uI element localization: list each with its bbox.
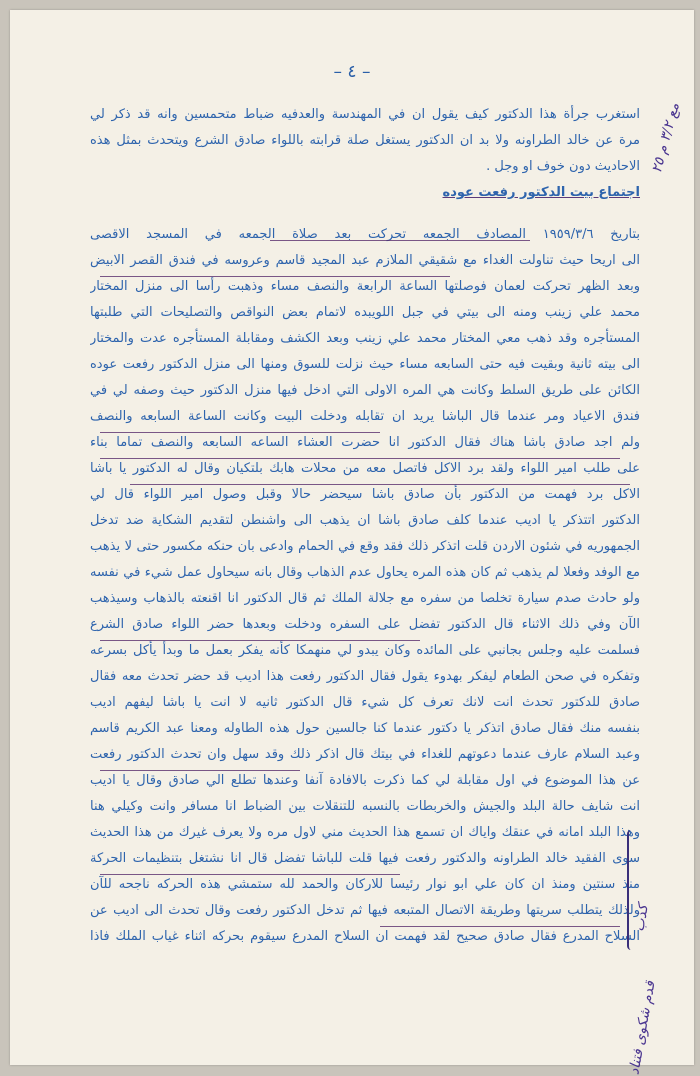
pen-underline [100, 458, 620, 459]
text-line: صادق للدكتور تحدث انت لانك تعرف كل شيء قال الدكتور ثانيه لا انت يا باشا ليفهم اديب [90, 695, 640, 710]
text-line: ولم اجد صادق باشا هناك فقال الدكتور انا حضرت العشاء الساعه السابعه والنصف تماما بناء [90, 435, 640, 450]
pen-underline [100, 432, 380, 433]
pen-underline [100, 276, 450, 277]
pen-underline [100, 874, 400, 875]
text-line: المستأجره وقد ذهب معي المختار محمد علي زينب وبعد الكشف ومقابلة المستأجره عدت والمختار [90, 331, 640, 346]
margin-note-middle: كذب [631, 903, 652, 933]
text-line: عن هذا الموضوع في اول مقابلة لي كما ذكرت بالافادة آنفا وعندها تطلع الي صادق وقال يا اديب [90, 773, 640, 788]
page-number: – ٤ – [333, 62, 371, 82]
text-line: بنفسه منك فقال صادق اتذكر يا دكتور عندما كنا جالسين حول هذه الطاوله ومعنا عبد الكريم قاسم [90, 721, 640, 736]
text-line: سوى الفقيد خالد الطراونه والدكتور رفعت فيها قلت للباشا تفضل قال انا نشتغل بتنظيمات الحركة [90, 851, 640, 866]
document-body [90, 102, 640, 950]
text-line: مرة عن خالد الطراونه ولا بد ان الدكتور يستغل صلة قرابته باللواء صادق الشرع ويتحدث بمثل هذه [90, 133, 640, 148]
text-line: الآن وفي ذلك الاثناء قال الدكتور تفضل على السفره ودخلت وبعدها حضر اللواء صادق الشرع [90, 617, 640, 632]
text-line: وتفكره في صحن الطعام ليفكر بهدوء يقول فقال الدكتور رفعت هذا اديب قد حضر تحدث معه فقال [90, 669, 640, 684]
text-line: الجمهوريه في شئون الاردن قلت اتذكر ذلك فقد وقع في الحمام وادعى بان حنكه مكسور حتى لا يذهب [90, 539, 640, 554]
text-line: الاحاديث دون خوف او وجل . [486, 159, 640, 174]
text-line: الى بيته ثانية وبقيت فيه حتى السابعه مساء حيث نزلت للسوق ومنها الى منزل الدكتور رفعت عوده [90, 357, 640, 372]
text-line: بتاريخ ١٩٥٩/٣/٦ المصادف الجمعه تحركت بعد صلاة الجمعه في المسجد الاقصى [90, 227, 640, 242]
margin-note-bottom: قدم شكوى فتناد [626, 979, 659, 1076]
text-line: الكائن على طريق السلط وكانت هي المره الاولى التي ادخل فيها منزل الدكتور حيث وصفه لي في [90, 383, 640, 398]
document-page [10, 10, 694, 1076]
text-line: ولو حادث صدم سيارة تخلصا من سفره مع جلالة الملك ثم قال الدكتور انا اقنعته بالذهاب وسيذهب [90, 591, 640, 606]
text-line: السلاح المدرع فقال صادق صحيح لقد فهمت ان السلاح المدرع سيقوم بحركه اثناء غياب الملك فاذا [90, 929, 640, 944]
pen-underline [130, 484, 630, 485]
text-line: فندق الاعياد ومر عندما قال الباشا يريد ان تقابله ودخلت البيت وكانت الساعة السابعه والنصف [90, 409, 640, 424]
text-line: ولذلك يتطلب سريتها وطريقة الاتصال المتبعه فيها ثم تدخل الدكتور رفعت وقال تحدث الى اديب عن [90, 903, 640, 918]
text-line: مع الوفد وفعلا لم يذهب ثم كان هذه المره يحاول عدم الذهاب وقال بانه سيحاول عمل شيء في نفسه [90, 565, 640, 580]
text-line: منذ سنتين ومنذ ان كان علي ابو نوار رئيسا للاركان والحمد لله ستمشي هذه الحركه ناجحه للآن [90, 877, 640, 892]
text-line: على طلب امير اللواء ولقد برد الاكل فاتصل معه من محلات هابك بلتكيان وقال له الدكتور يا باشا [90, 461, 640, 476]
text-line: محمد علي زينب ومنه الى بيتي في جبل اللويبده لاتمام بعض النواقص والتصليحات التي طلبتها [90, 305, 640, 320]
pen-underline [100, 640, 420, 641]
text-line: الدكتور اتتذكر يا اديب عندما كلف صادق باشا ان يذهب الى واشنطن لتقديم الشكاية ضد تدخل [90, 513, 640, 528]
margin-note-top: مع ٣/٢ م ٢٥ [648, 101, 683, 175]
text-line: وعبد السلام عارف عندما دعوتهم للغداء في بيتك قال اذكر ذلك وقد سهل وان تحدث الدكتور رفعت [90, 747, 640, 762]
pen-underline [100, 770, 300, 771]
text-line: وبعد الظهر تحركت لعمان فوصلتها الساعة الرابعة والنصف مساء وذهبت رأسا الى منزل المختار [90, 279, 640, 294]
text-line: استغرب جرأة هذا الدكتور كيف يقول ان في المهندسة والعدفيه ضباط متحمسين وانه قد ذكر لي [90, 107, 640, 122]
text-line: فسلمت عليه وجلس بجانبي على المائده وكان يبدو لي منهمكا كأنه يفكر بعمل ما وبدأ يأكل بسرعه [90, 643, 640, 658]
pen-underline [380, 926, 620, 927]
text-line: الاكل برد فهمت من الدكتور بأن صادق باشا سيحضر حالا وقبل وصول امير اللواء قال لي [90, 487, 640, 502]
paragraph-gap [90, 206, 640, 222]
pen-underline [270, 240, 530, 241]
section-heading: اجتماع بيت الدكتور رفعت عوده [442, 185, 640, 200]
text-line: وهذا البلد امانه في عنقك واياك ان تسمع هذا الحديث مني لاول مره ولا يعرف غيرك من هذا الحديث [90, 825, 640, 840]
text-line: الى اريحا حيث تناولت الغداء مع شقيقي الملازم عبد المجيد قاسم وعروسه في فندق القصر الابيض [90, 253, 640, 268]
text-line: انت شايف حالة البلد والجيش والخربطات بالنسبه للتنقلات بين الضباط انا مسافر وانت وكيلي هنا [90, 799, 640, 814]
